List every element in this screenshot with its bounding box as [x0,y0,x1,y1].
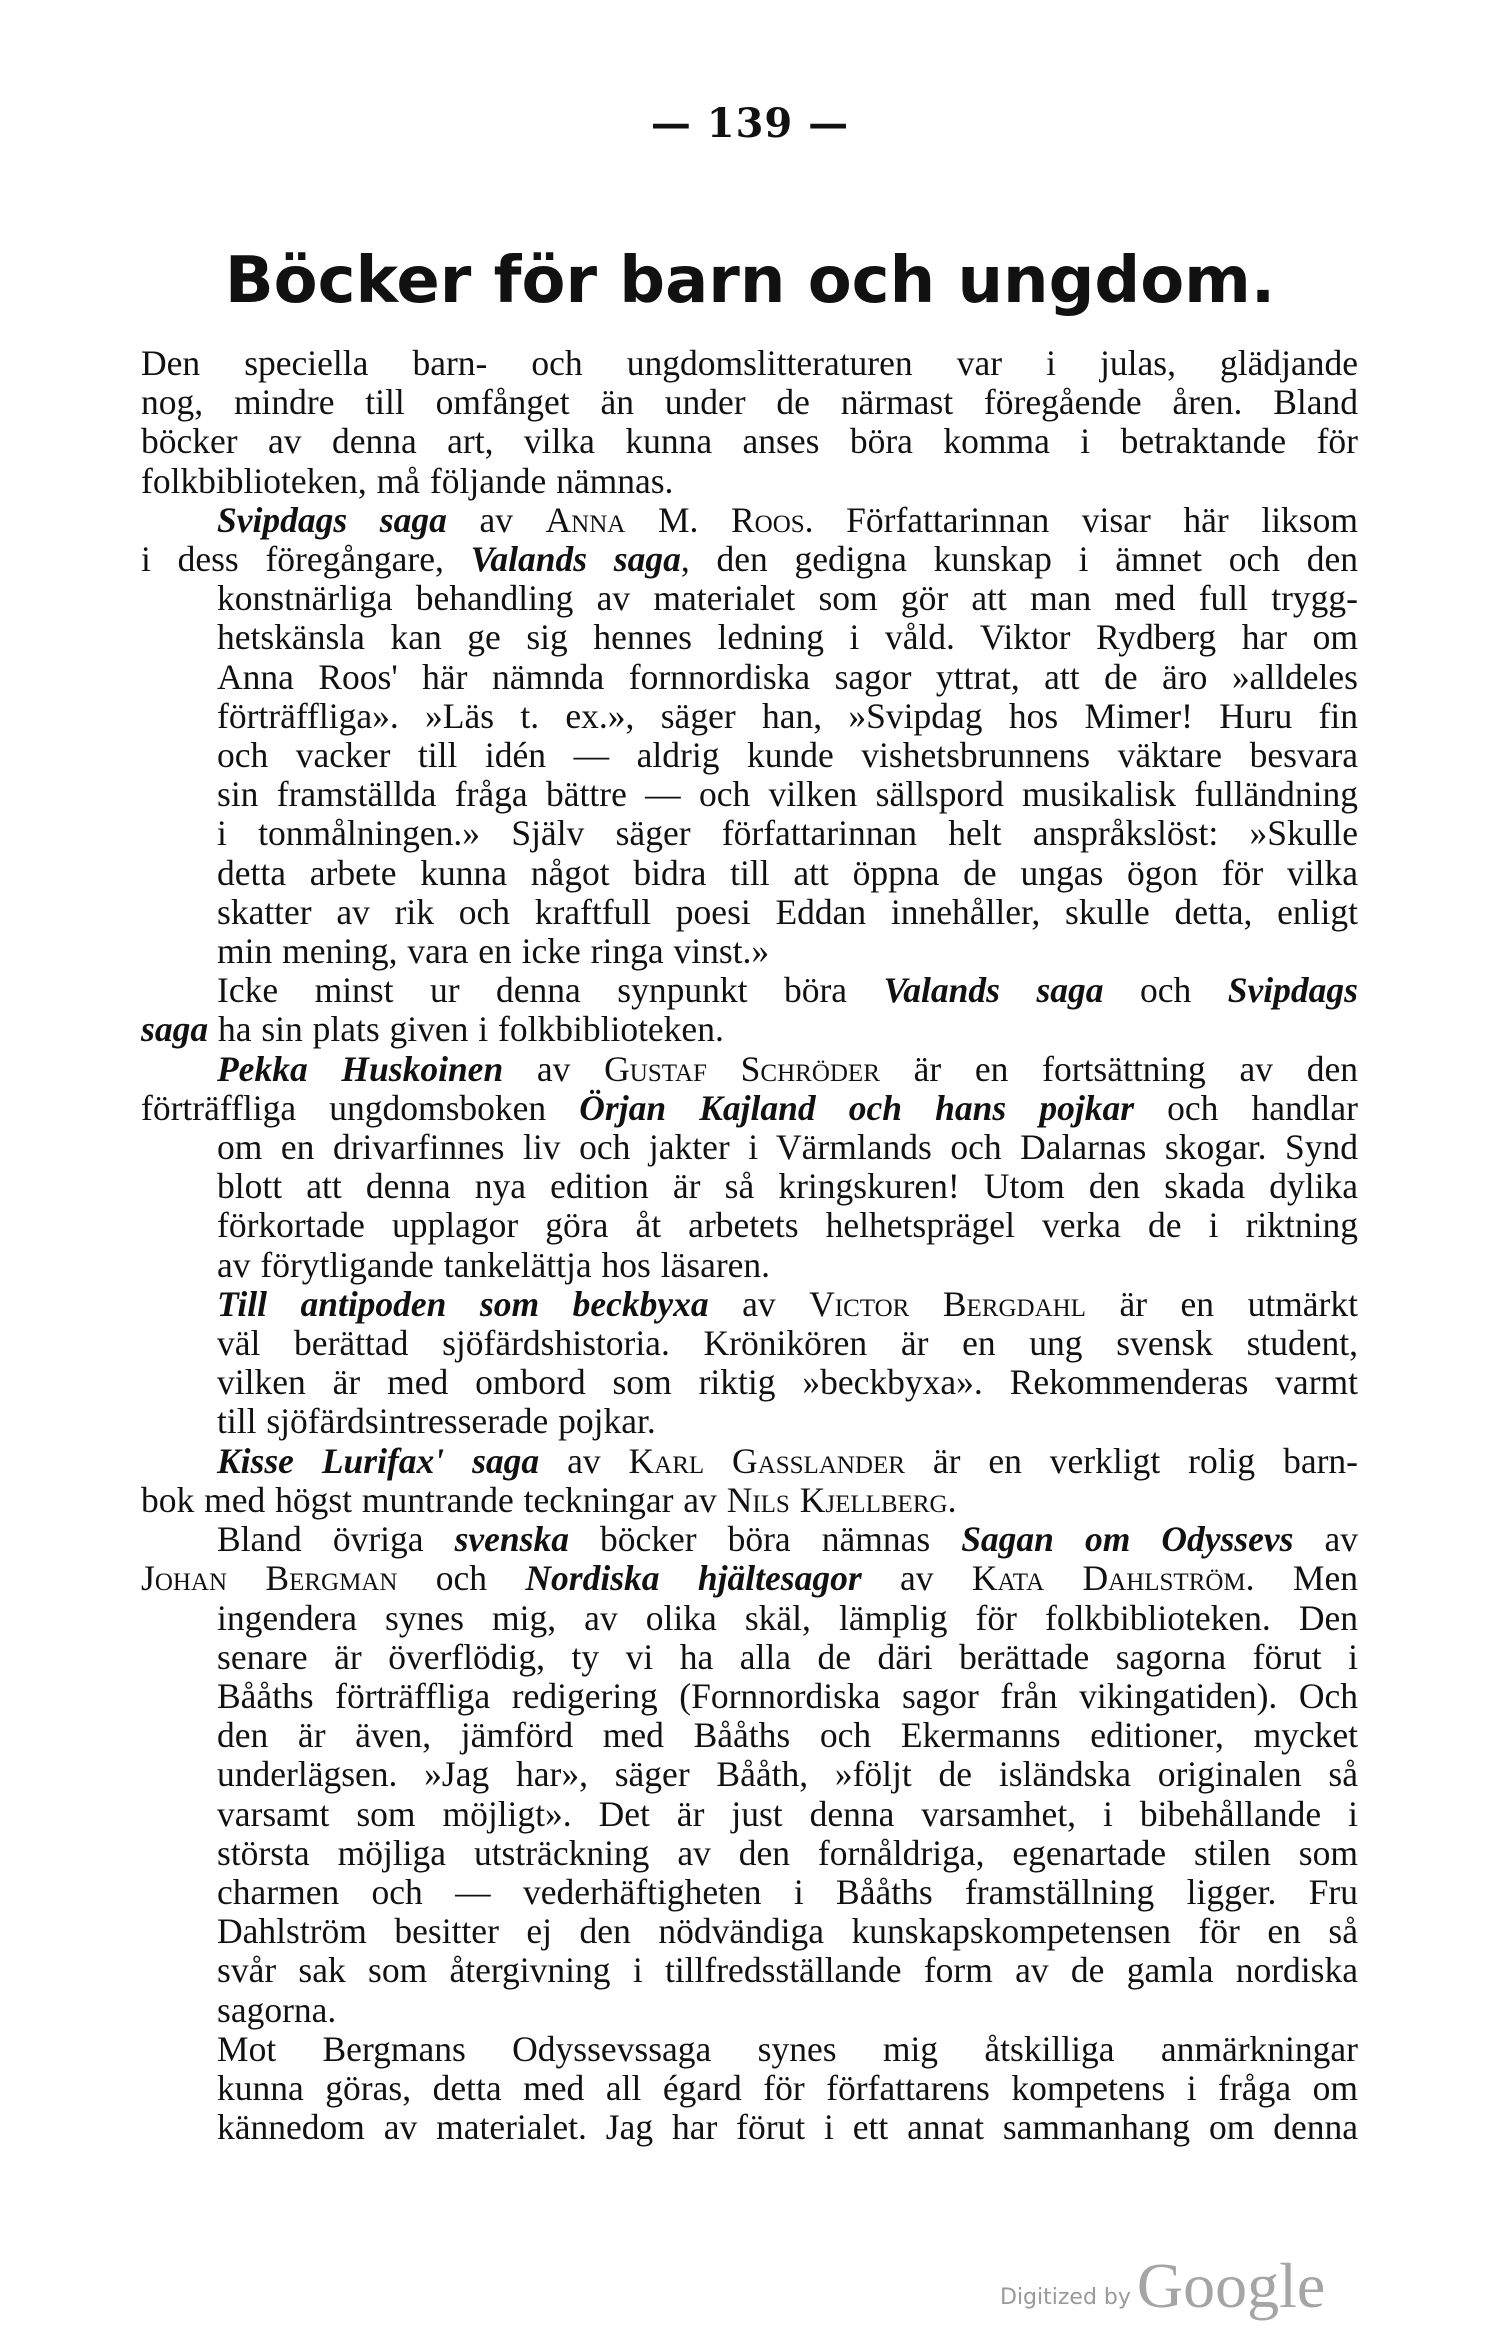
book-title: Nordiska hjältesagor [525,1558,862,1599]
text-run: av [861,1558,972,1599]
text-line: underlägsen. »Jag har», säger Bååth, »följt de isländska originalen så [217,1754,1358,1795]
text-line: kännedom av materialet. Jag har förut i ett annat sammanhang om denna [217,2107,1358,2148]
paragraph-pekka-huskoinen [141,1050,1358,1285]
text-run: . Men [1245,1558,1358,1599]
text-line [141,1050,1358,1089]
text-run: Bland övriga [217,1519,455,1560]
book-title: Valands saga [883,970,1104,1011]
text-run: av [708,1283,810,1324]
text-line: om en drivarfinnes liv och jakter i Värmlands och Dalarnas skogar. Synd [217,1127,1358,1168]
text-line [141,1442,1358,1481]
text-run: i dess föregångare, [141,539,471,580]
body-text [141,344,1358,2147]
text-run: av [1293,1519,1358,1560]
text-run: av [446,499,546,540]
text-run: . [947,1479,957,1520]
text-line: min mening, vara en icke ringa vinst.» [217,931,770,972]
text-run: bok med högst muntrande teckningar av [141,1479,727,1520]
paragraph-bergmans-odyssevssaga [141,2030,1358,2148]
text-line: senare är överflödig, ty vi ha alla de däri berättade sagorna förut i [217,1636,1358,1677]
text-line: i tonmålningen.» Själv säger författarinnan helt anspråkslöst: »Skulle [217,813,1358,854]
text-run: böcker böra nämnas [568,1519,962,1560]
text-line: av förytligande tankelättja hos läsaren. [217,1244,771,1285]
text-run: är en fortsättning av den [879,1048,1358,1089]
text-line [141,1010,1358,1049]
text-line [141,1481,1358,1520]
text-line: Dahlström besitter ej den nödvändiga kunskapskompetensen för en så [217,1911,1358,1952]
author-name: Kata Dahlström [971,1558,1246,1599]
text-line: svår sak som återgivning i tillfredsställande form av de gamla nordiska [217,1950,1358,1991]
text-run: av [503,1048,605,1089]
text-run: är en utmärkt [1085,1283,1358,1324]
text-line: och vacker till idén — aldrig kunde vishetsbrunnens väktare besvara [217,735,1358,776]
author-name: Nils Kjellberg [726,1479,948,1520]
paragraph-synpunkt [141,971,1358,1049]
emphasis: svenska [454,1519,569,1560]
text-line: förkortade upplagor göra åt arbetets helhetsprägel verka de i riktning [217,1205,1358,1246]
text-run: och handlar [1134,1087,1358,1128]
text-line: folkbiblioteken, må följande nämnas. [141,460,674,501]
text-line: ingendera synes mig, av olika skäl, lämplig för folkbiblioteken. Den [217,1597,1358,1638]
author-name: Karl Gasslander [628,1440,905,1481]
text-line: böcker av denna art, vilka kunna anses böra komma i betraktande för [141,421,1358,462]
text-line: kunna göras, detta med all égard för författarens kompetens i fråga om [217,2067,1358,2108]
text-line: till sjöfärdsintresserade pojkar. [217,1401,656,1442]
book-title: Sagan om Odyssevs [961,1519,1294,1560]
author-name: Anna M. Roos [545,499,805,540]
page-number: — 139 — [650,100,850,147]
text-line [141,1285,1358,1324]
digitized-by-label: Digitized by [1000,2285,1131,2310]
google-logo: Google [1136,2250,1326,2321]
text-line: sagorna. [217,1989,337,2030]
text-line: Mot Bergmans Odyssevssaga synes mig åtskilliga anmärkningar [217,2028,1358,2069]
text-line: hetskänsla kan ge sig hennes ledning i våld. Viktor Rydberg har om [217,617,1358,658]
author-name: Victor Bergdahl [809,1283,1086,1324]
text-line: varsamt som möjligt». Det är just denna varsamhet, i bibehållande i [217,1793,1358,1834]
text-line: förträffliga». »Läs t. ex.», säger han, »Svipdag hos Mimer! Huru fin [217,695,1358,736]
text-run: och [1103,970,1228,1011]
author-name: Gustaf Schröder [604,1048,880,1089]
book-title: Valands saga [470,539,681,580]
book-title: Svipdags [1227,970,1358,1011]
text-run: ha sin plats given i folkbiblioteken. [208,1009,724,1050]
text-run: . Författarinnan visar här liksom [804,499,1358,540]
paragraph-kisse-lurifax [141,1442,1358,1520]
text-line [141,971,1358,1010]
paragraph-till-antipoden [141,1285,1358,1442]
paragraph-ovriga-svenska [141,1520,1358,2030]
book-title: Kisse Lurifax' saga [217,1440,540,1481]
text-line [141,1559,1358,1598]
text-line: väl berättad sjöfärdshistoria. Krönikören är en ung svensk student, [217,1323,1358,1364]
paragraph-intro [141,344,1358,501]
text-line: största möjliga utsträckning av den fornåldriga, egenartade stilen som [217,1832,1358,1873]
text-line: konstnärliga behandling av materialet som gör att man med full trygg- [217,578,1358,619]
text-run: förträffliga ungdomsboken [141,1087,580,1128]
text-line [141,1089,1358,1128]
paragraph-svipdags-saga [141,501,1358,971]
text-line: charmen och — vederhäftigheten i Bååths framställning ligger. Fru [217,1871,1358,1912]
text-line: vilken är med ombord som riktig »beckbyxa». Rekommenderas varmt [217,1362,1358,1403]
section-title: Böcker för barn och ungdom. [224,244,1276,318]
text-run: är en verkligt rolig barn- [904,1440,1358,1481]
book-title: saga [141,1009,209,1050]
text-line: detta arbete kunna något bidra till att öppna de ungas ögon för vilka [217,852,1358,893]
text-line: sin framställda fråga bättre — och vilken sällspord musikalisk fulländning [217,774,1358,815]
text-line [141,540,1358,579]
text-line: Anna Roos' här nämnda fornnordiska sagor yttrat, att de äro »alldeles [217,656,1358,697]
book-title: Örjan Kajland och hans pojkar [579,1087,1135,1128]
text-run: , den gedigna kunskap i ämnet och den [680,539,1358,580]
text-line: den är även, jämförd med Bååths och Ekermanns editioner, mycket [217,1715,1358,1756]
text-line: blott att denna nya edition är så kringskuren! Utom den skada dylika [217,1166,1358,1207]
text-line [141,501,1358,540]
text-run: av [539,1440,629,1481]
text-run: och [397,1558,526,1599]
text-line: nog, mindre till omfånget än under de närmast föregående åren. Bland [141,382,1358,423]
text-line [141,1520,1358,1559]
text-run: Icke minst ur denna synpunkt böra [217,970,884,1011]
author-name: Johan Bergman [141,1558,398,1599]
text-line: Bååths förträffliga redigering (Fornnordiska sagor från vikingatiden). Och [217,1675,1358,1716]
digitized-by-google-watermark [1000,2248,1330,2321]
book-title: Svipdags saga [217,499,447,540]
book-title: Pekka Huskoinen [217,1048,504,1089]
text-line: skatter av rik och kraftfull poesi Eddan innehåller, skulle detta, enligt [217,891,1358,932]
text-line: Den speciella barn- och ungdomslitteraturen var i julas, glädjande [141,343,1358,383]
book-title: Till antipoden som beckbyxa [217,1283,709,1324]
